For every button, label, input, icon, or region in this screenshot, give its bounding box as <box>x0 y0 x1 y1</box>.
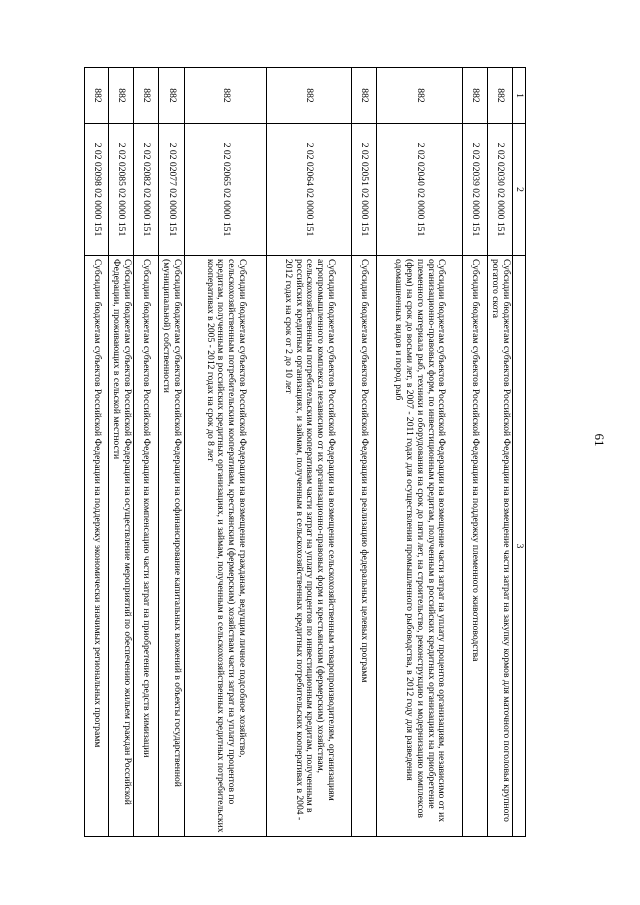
table-container <box>86 67 526 836</box>
budget-codes-table <box>84 67 526 837</box>
admin-code-cell: 882 <box>377 68 463 124</box>
kbk-cell: 2 02 02030 02 0000 151 <box>488 124 513 256</box>
table-row <box>352 68 377 837</box>
description-cell: Субсидии бюджетам субъектов Российской Федерации на возмещение части затрат на закупку кормов для маточного поголовья крупного рогатого скота <box>488 256 513 837</box>
kbk-cell: 2 02 02040 02 0000 151 <box>377 124 463 256</box>
admin-code-cell: 882 <box>463 68 488 124</box>
admin-code-cell: 882 <box>109 68 134 124</box>
kbk-cell: 2 02 02064 02 0000 151 <box>267 124 352 256</box>
table-row <box>85 68 109 837</box>
description-cell: Субсидии бюджетам субъектов Российской Федерации на компенсацию части затрат на приобретение средств химизации <box>134 256 159 837</box>
admin-code-cell: 882 <box>185 68 267 124</box>
table-row <box>185 68 267 837</box>
kbk-cell: 2 02 02082 02 0000 151 <box>134 124 159 256</box>
description-cell: Субсидии бюджетам субъектов Российской Федерации на возмещение сельскохозяйственным товаропроизводителям, организациям агропромышленного комплекса независимо от их организационно-правовых форм и крестьянским (фермерским) хозяйствам, сельскохозяйственным потребительским кооперативам части затрат на уплату процентов по инвестиционным кредитам, полученным в российских кредитных организациях, и займам, полученным в сельскохозяйственных кредитных потребительских кооперативах в 2004 - 2012 годах на срок от 2 до 10 лет <box>267 256 352 837</box>
admin-code-cell: 882 <box>134 68 159 124</box>
kbk-cell: 2 02 02098 02 0000 151 <box>85 124 109 256</box>
kbk-cell: 2 02 02077 02 0000 151 <box>159 124 185 256</box>
description-cell: Субсидии бюджетам субъектов Российской Федерации на софинансирование капитальных вложений в объекты государственной (муниципальной) собственности <box>159 256 185 837</box>
kbk-cell: 2 02 02085 02 0000 151 <box>109 124 134 256</box>
kbk-cell: 2 02 02051 02 0000 151 <box>352 124 377 256</box>
table-row <box>488 68 513 837</box>
header-col-2: 2 <box>513 124 526 256</box>
admin-code-cell: 882 <box>85 68 109 124</box>
admin-code-cell: 882 <box>159 68 185 124</box>
header-row <box>513 68 526 837</box>
table-row <box>134 68 159 837</box>
description-cell: Субсидии бюджетам субъектов Российской Федерации на поддержку экономически значимых региональных программ <box>85 256 109 837</box>
kbk-cell: 2 02 02039 02 0000 151 <box>463 124 488 256</box>
description-cell: Субсидии бюджетам субъектов Российской Федерации на реализацию федеральных целевых программ <box>352 256 377 837</box>
table-row <box>109 68 134 837</box>
table-row <box>463 68 488 837</box>
header-col-1: 1 <box>513 68 526 124</box>
description-cell: Субсидии бюджетам субъектов Российской Федерации на поддержку племенного животноводства <box>463 256 488 837</box>
header-col-3: 3 <box>513 256 526 837</box>
description-cell: Субсидии бюджетам субъектов Российской Федерации на осуществление мероприятий по обеспечению жильем граждан Российской Федерации, проживающих в сельской местности <box>109 256 134 837</box>
page-number: 61 <box>592 433 607 447</box>
table-row <box>377 68 463 837</box>
kbk-cell: 2 02 02065 02 0000 151 <box>185 124 267 256</box>
description-cell: Субсидии бюджетам субъектов Российской Федерации на возмещение гражданам, ведущим личное подсобное хозяйство, сельскохозяйственным потребительским кооперативам, крестьянским (фермерским) хозяйствам части затрат на уплату процентов по кредитам, полученным в российских кредитных организациях, и займам, полученным в сельскохозяйственных кредитных потребительских кооперативах в 2005 - 2012 годах на срок до 8 лет <box>185 256 267 837</box>
table-row <box>267 68 352 837</box>
description-cell: Субсидии бюджетам субъектов Российской Федерации на возмещение части затрат на уплату процентов организациям, независимо от их организационно-правовых форм, по инвестиционным кредитам, полученным в российских кредитных организациях на приобретение племенного материала рыб, техники и оборудования на срок до пяти лет, на строительство, реконструкцию и модернизацию комплексов (ферм) на срок до восьми лет, в 2007 - 2011 годах для осуществления промышленного рыбоводства, в 2012 году для разведения одомашненных видов и пород рыб <box>377 256 463 837</box>
admin-code-cell: 882 <box>488 68 513 124</box>
admin-code-cell: 882 <box>267 68 352 124</box>
admin-code-cell: 882 <box>352 68 377 124</box>
table-row <box>159 68 185 837</box>
